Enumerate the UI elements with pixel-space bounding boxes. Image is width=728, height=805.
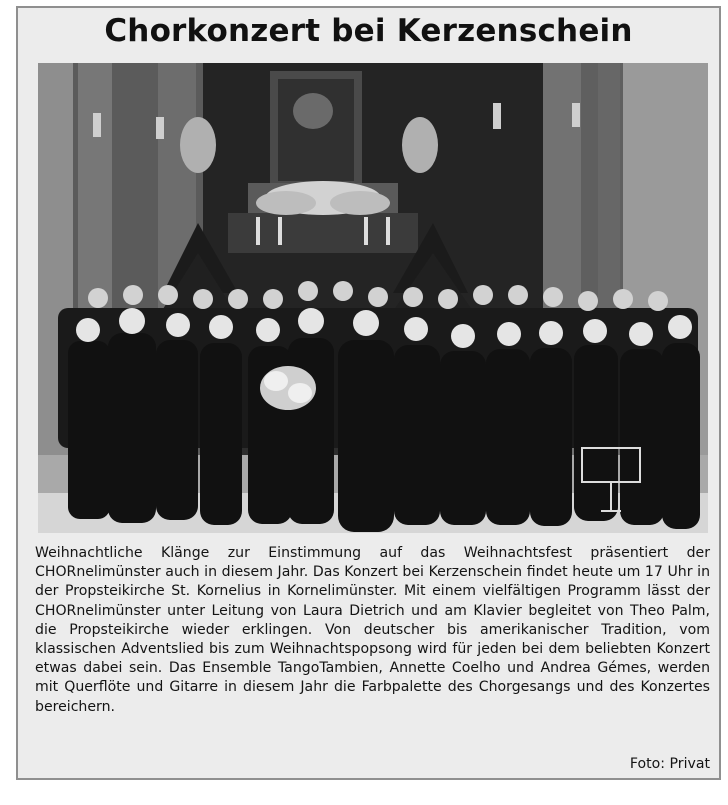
photo-credit: Foto: Privat bbox=[629, 756, 710, 772]
article-headline: Chorkonzert bei Kerzenschein bbox=[104, 13, 633, 49]
choir-photo-illustration bbox=[38, 63, 708, 533]
article-body: Weihnachtliche Klänge zur Einstimmung auf das Weihnachtsfest präsentiert der CHORnelimünster auch in diesem Jahr. Das Konzert bei Kerzenschein findet heute um 17 Uhr in der Propsteikirche St. Kornelius in Kornelimünster. Mit einem vielfältigen Programm lässt der CHORnelimünster unter Leitung von Laura Dietrich und am Klavier begleitet von Theo Palm, die Propsteikirche wieder erklingen. Von deutscher bis amerikanischer Tradition, vom klassischen Adventslied bis zum Weihnachtspopsong wird für jeden bei dem beliebten Konzert etwas dabei sein. Das Ensemble TangoTambien, Annette Coelho und Andrea Gémes, werden mit Querflöte und Gitarre in diesem Jahr die Farbpalette des Chorgesangs und des Konzertes bereichern. bbox=[35, 545, 710, 715]
newspaper-article bbox=[16, 6, 721, 780]
choir-photo bbox=[38, 63, 708, 533]
